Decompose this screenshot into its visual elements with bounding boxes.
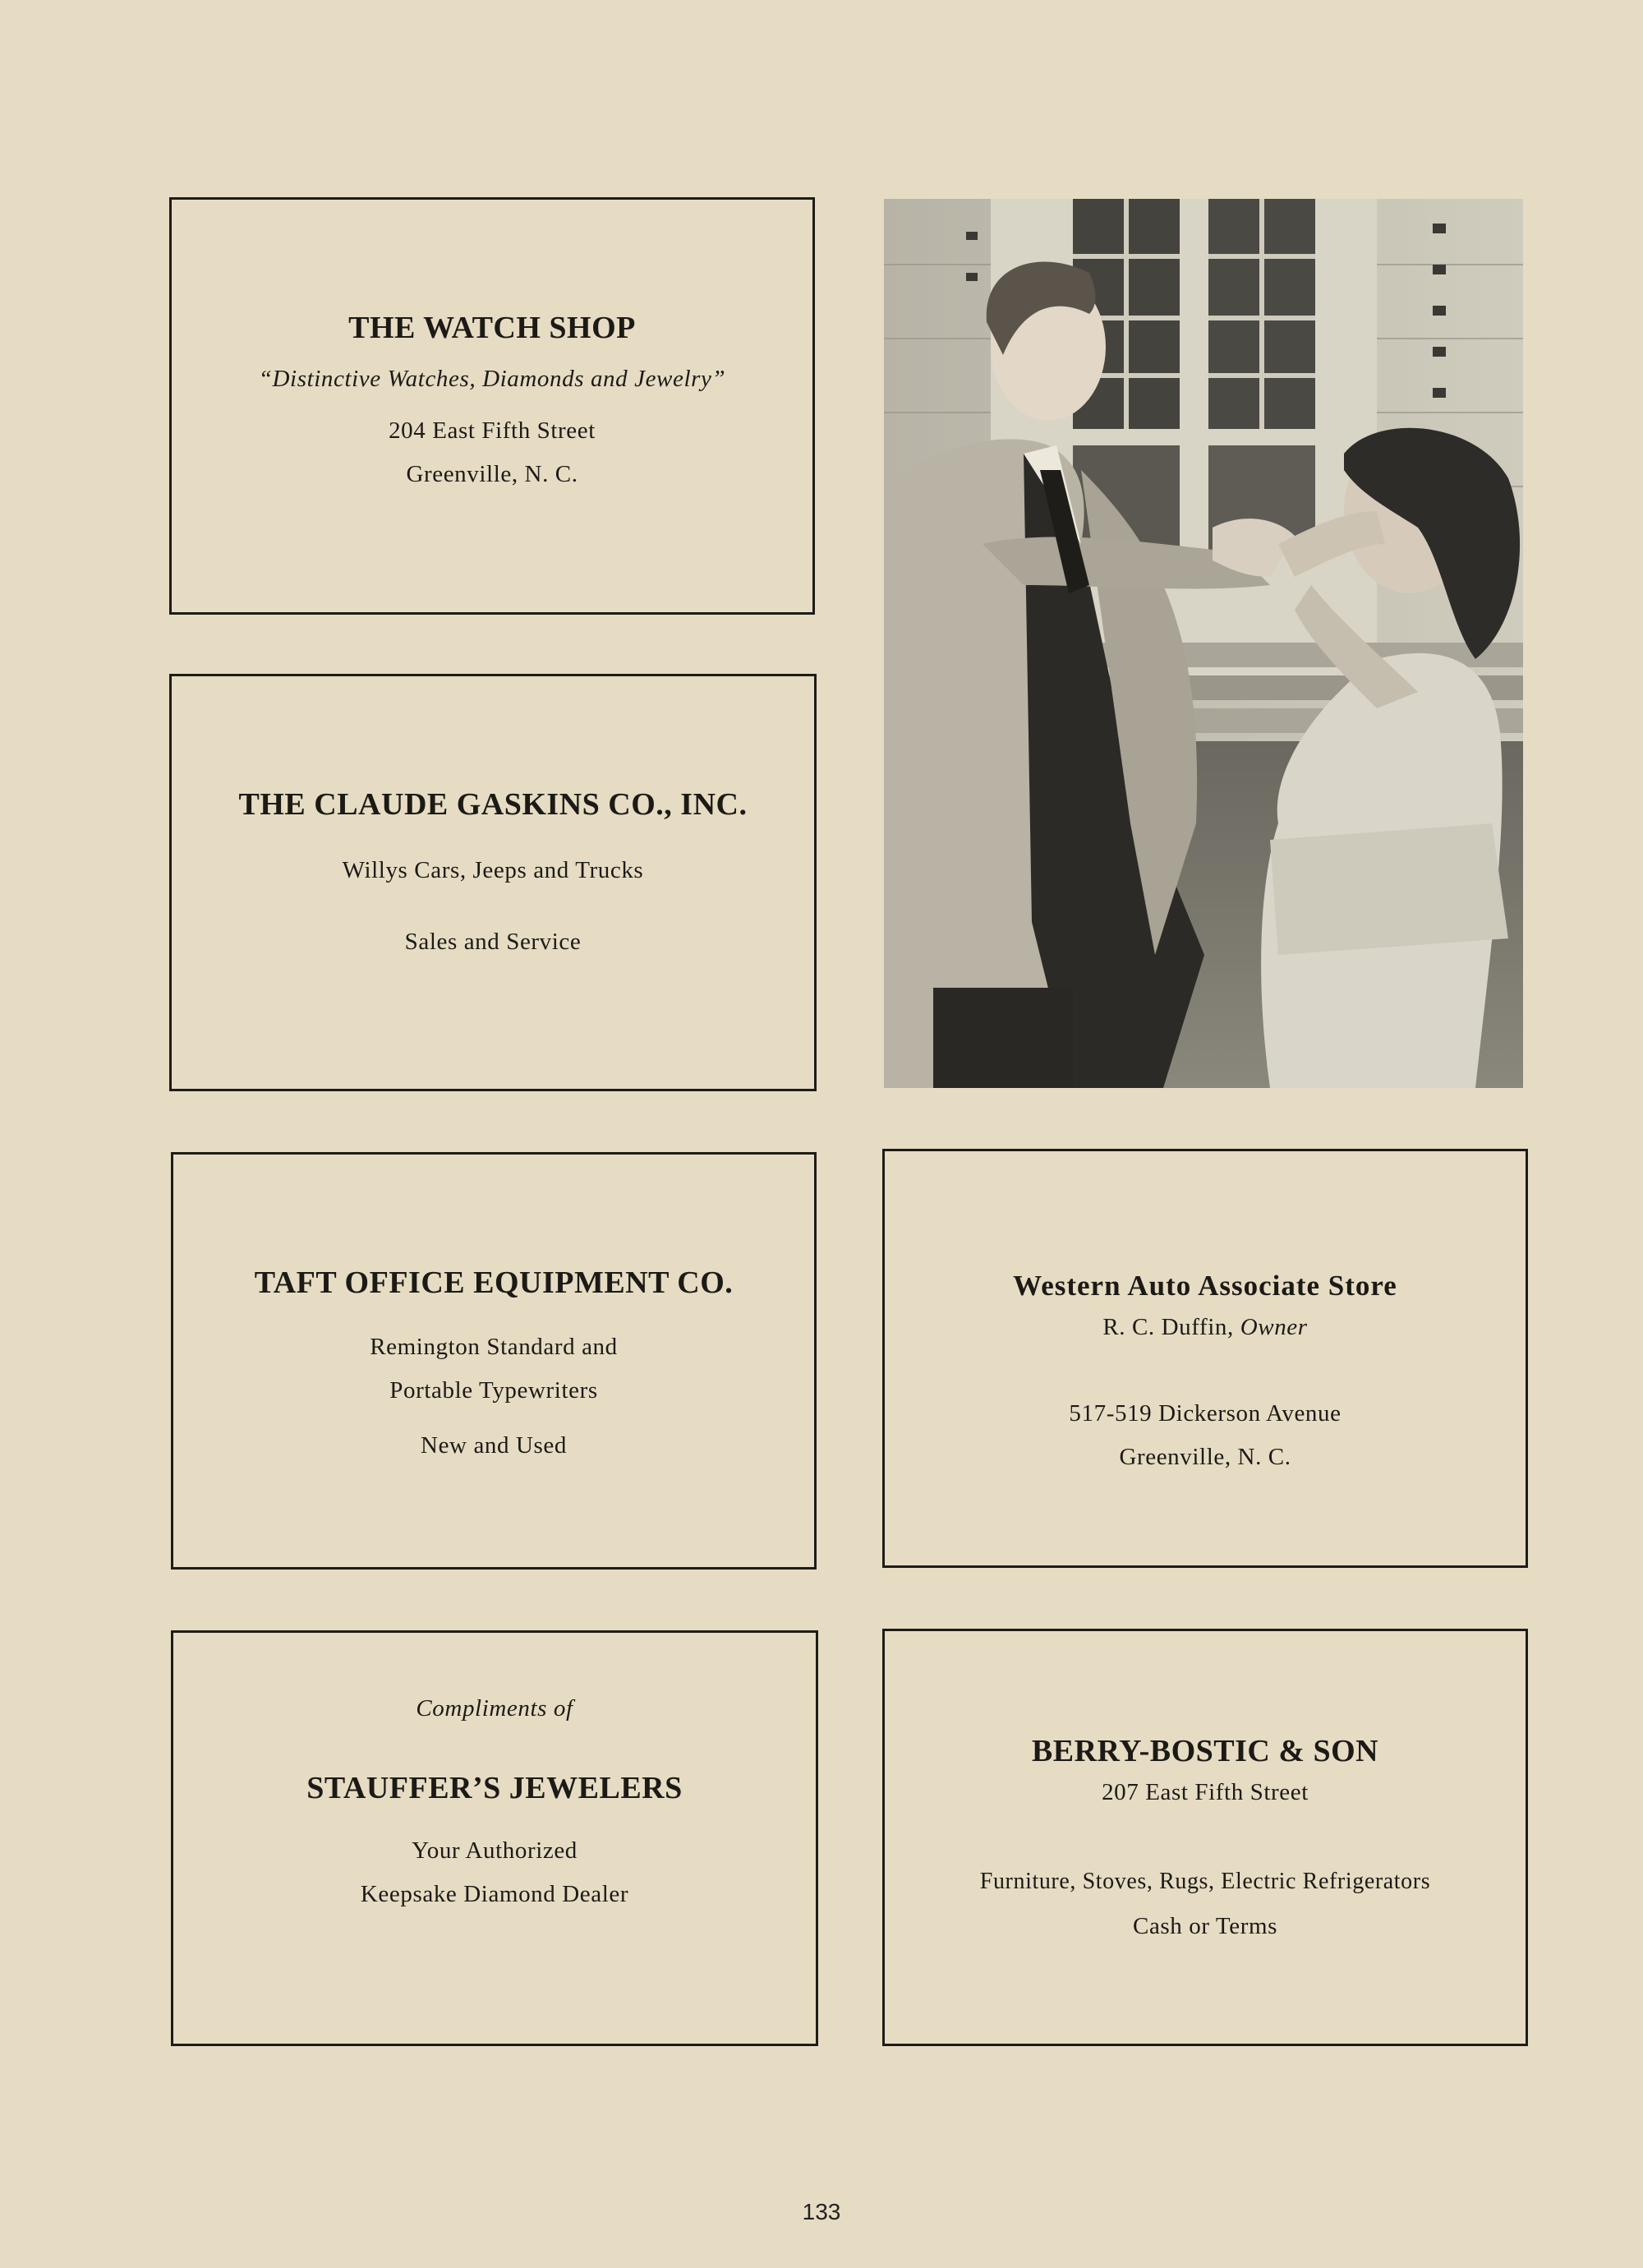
- ad-line: Your Authorized: [412, 1837, 578, 1864]
- ad-line: Cash or Terms: [1133, 1913, 1277, 1939]
- ad-taft-office-equipment: [171, 1152, 817, 1570]
- ad-address: 207 East Fifth Street: [1102, 1779, 1309, 1805]
- ad-title: STAUFFER’S JEWELERS: [306, 1771, 683, 1805]
- ad-tagline: “Distinctive Watches, Diamonds and Jewelry”: [258, 366, 726, 392]
- ad-compliments: Compliments of: [416, 1695, 573, 1722]
- owner-name: R. C. Duffin,: [1102, 1314, 1240, 1340]
- ad-berry-bostic: [882, 1629, 1528, 2046]
- owner-title: Owner: [1240, 1314, 1308, 1340]
- ad-claude-gaskins: [169, 674, 817, 1091]
- photo-illustration: [884, 199, 1523, 1088]
- ad-western-auto: [882, 1149, 1528, 1568]
- page-number: 133: [802, 2199, 841, 2224]
- ad-city: Greenville, N. C.: [406, 461, 578, 487]
- ad-address: 517-519 Dickerson Avenue: [1069, 1400, 1342, 1427]
- ad-owner: [885, 1314, 1526, 1341]
- ad-line: New and Used: [421, 1432, 567, 1459]
- ad-line: Sales and Service: [404, 929, 582, 955]
- ad-title: TAFT OFFICE EQUIPMENT CO.: [254, 1265, 734, 1300]
- ad-title: THE WATCH SHOP: [348, 311, 636, 345]
- ad-address: 204 East Fifth Street: [389, 417, 596, 444]
- ad-watch-shop: [169, 197, 815, 615]
- ad-title: THE CLAUDE GASKINS CO., INC.: [238, 787, 748, 822]
- ad-line: Portable Typewriters: [389, 1377, 598, 1404]
- ad-line: Willys Cars, Jeeps and Trucks: [342, 857, 644, 883]
- photograph-couple: [884, 199, 1523, 1088]
- ad-title: Western Auto Associate Store: [1013, 1270, 1397, 1302]
- ad-line: Remington Standard and: [370, 1334, 618, 1360]
- ad-stauffers-jewelers: [171, 1630, 818, 2046]
- ad-line: Furniture, Stoves, Rugs, Electric Refrigerators: [979, 1869, 1431, 1894]
- ad-title: BERRY-BOSTIC & SON: [1031, 1734, 1379, 1768]
- ad-city: Greenville, N. C.: [1119, 1444, 1291, 1470]
- ad-line: Keepsake Diamond Dealer: [360, 1881, 629, 1907]
